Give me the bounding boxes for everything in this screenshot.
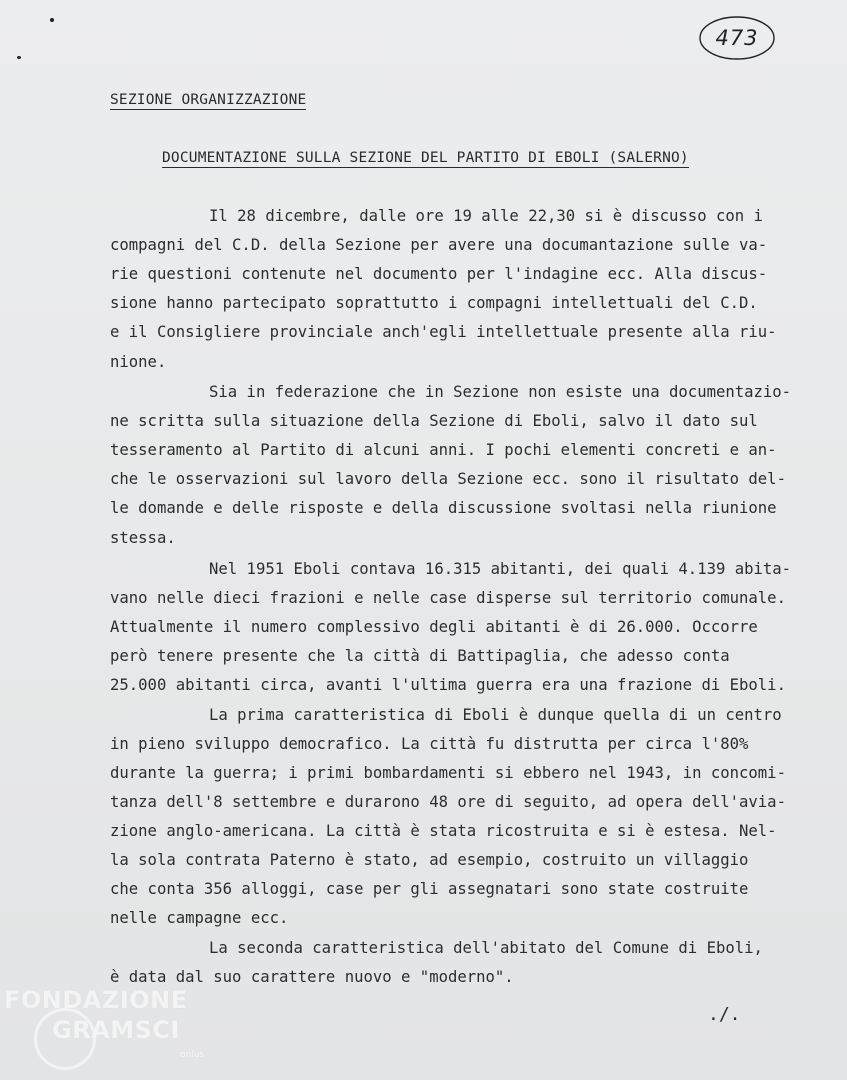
body-line: durante la guerra; i primi bombardamenti si ebbero nel 1943, in concomi- <box>110 764 786 782</box>
body-line: che le osservazioni sul lavoro della Sezione ecc. sono il risultato del- <box>110 470 786 488</box>
body-line: in pieno sviluppo democrafico. La città fu distrutta per circa l'80% <box>110 735 749 753</box>
body-line: vano nelle dieci frazioni e nelle case disperse sul territorio comunale. <box>110 589 786 607</box>
section-heading <box>110 92 324 110</box>
body-line: che conta 356 alloggi, case per gli assegnatari sono state costruite <box>110 880 749 898</box>
body-line: però tenere presente che la città di Battipaglia, che adesso conta <box>110 647 730 665</box>
body-line: è data dal suo carattere nuovo e "moderno". <box>110 968 514 986</box>
body-line: Nel 1951 Eboli contava 16.315 abitanti, dei quali 4.139 abita- <box>209 560 792 578</box>
body-line: nelle campagne ecc. <box>110 909 289 927</box>
archive-number-stamp <box>698 14 776 62</box>
body-line: compagni del C.D. della Sezione per avere una documantazione sulle va- <box>110 236 768 254</box>
ink-dot <box>17 56 21 59</box>
body-line: ne scritta sulla situazione della Sezione di Eboli, salvo il dato sul <box>110 412 758 430</box>
body-line: tesseramento al Partito di alcuni anni. I pochi elementi concreti e an- <box>110 441 777 459</box>
watermark-line2: GRAMSCI <box>52 1016 180 1044</box>
body-line: la sola contrata Paterno è stato, ad esempio, costruito un villaggio <box>110 851 749 869</box>
section-heading-text: SEZIONE ORGANIZZAZIONE <box>110 92 307 108</box>
body-line: e il Consigliere provinciale anch'egli intellettuale presente alla riu- <box>110 323 777 341</box>
body-line: nione. <box>110 353 167 371</box>
body-line: rie questioni contenute nel documento per l'indagine ecc. Alla discus- <box>110 265 768 283</box>
body-line: La prima caratteristica di Eboli è dunque quella di un centro <box>209 706 782 724</box>
body-line: zione anglo-americana. La città è stata ricostruita e si è estesa. Nel- <box>110 822 777 840</box>
body-line: stessa. <box>110 529 176 547</box>
body-line: La seconda caratteristica dell'abitato del Comune di Eboli, <box>209 939 763 957</box>
watermark-line1: FONDAZIONE <box>4 986 188 1014</box>
watermark-line3: onlus <box>180 1050 205 1060</box>
body-line: 25.000 abitanti circa, avanti l'ultima guerra era una frazione di Eboli. <box>110 676 786 694</box>
body-line: sione hanno partecipato soprattutto i compagni intellettuali del C.D. <box>110 294 758 312</box>
body-line: le domande e delle risposte e della discussione svoltasi nella riunione <box>110 499 777 517</box>
body-line: Sia in federazione che in Sezione non esiste una documentazio- <box>209 383 792 401</box>
body-line: Attualmente il numero complessivo degli abitanti è di 26.000. Occorre <box>110 618 758 636</box>
ink-dot <box>50 18 54 22</box>
fondazione-gramsci-watermark <box>4 986 214 1076</box>
body-line: Il 28 dicembre, dalle ore 19 alle 22,30 si è discusso con i <box>209 207 763 225</box>
document-title: DOCUMENTAZIONE SULLA SEZIONE DEL PARTITO DI EBOLI (SALERNO) <box>162 150 689 166</box>
body-line: tanza dell'8 settembre e durarono 48 ore di seguito, ad opera dell'avia- <box>110 793 786 811</box>
archive-number: 473 <box>715 26 759 50</box>
continuation-mark: ./. <box>708 1004 741 1025</box>
